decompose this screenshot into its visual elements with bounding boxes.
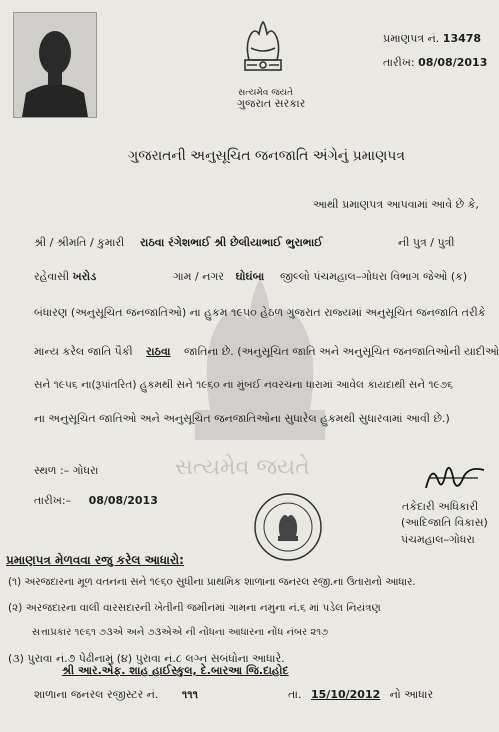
date-label: તારીખ:: [383, 56, 415, 69]
header-date: 08/08/2013: [418, 56, 488, 69]
relation-text: ની પુત્ર / પુત્રી: [398, 236, 455, 249]
page-title: ગુજરાતની અનુસૂચિત જનજાતિ અંગેનું પ્રમાણપત્ર: [128, 148, 405, 164]
govt-name: ગુજરાત સરકાર: [237, 97, 306, 110]
register-no: ૧૧૧: [181, 688, 199, 701]
register-date-label: તા.: [288, 688, 302, 701]
applicant-photo: [13, 12, 97, 118]
basis-item-1: (૧) અરજદારના મૂળ વતનના સને ૧૯૬૦ સુધીના પ્રાથમિક શાળાના જનરલ રજી.ના ઉતારાનો આધાર.: [8, 576, 416, 588]
register-label: શાળાના જનરલ રજીસ્ટર નં.: [34, 688, 159, 701]
para-line-4: ના અનુસૂચિત જાતિઓ અને અનુસૂચિત જનજાતિઓના સુધારેલ હુકમથી સુધારવામાં આવી છે.): [34, 412, 450, 425]
district-line: જીલ્લો પંચમહાલ–ગોધરા વિભાગ જેઓ (ક): [280, 270, 468, 283]
village-name: ઘોઘંબા: [235, 270, 265, 283]
para-line-3: સને ૧૯૫૬ ના(રૂપાંતરિત) હુકમથી સને ૧૯૬૦ ના મુંબઈ નવરચના ધારામાં આવેલ કાયદાથી સને ૧૯૭૬: [34, 379, 453, 391]
place-label: સ્થળ :–: [34, 464, 70, 477]
para-line-1: બંધારણ (અનુસૂચિત જનજાતિઓ) ના હુકમ ૧૯૫૦ હેઠળ ગુજરાત રાજ્યમાં અનુસૂચિત જનજાતિ તરીકે: [34, 306, 486, 319]
person-name: રાઠવા રંગેશભાઈ શ્રી છેલીયાભાઈ ભુરાભાઈ: [140, 236, 323, 249]
cert-no-label: પ્રમાણપત્ર નં.: [383, 32, 440, 45]
signatory-dept: (આદિજાતિ વિકાસ): [401, 516, 488, 529]
intro-text: આથી પ્રમાણપત્ર આપવામાં આવે છે કે,: [313, 198, 479, 211]
place-value: ગોધરા: [72, 464, 99, 477]
basis-item-2-cont: સત્તાપ્રકાર ૧૯૬૧ ૭૩એ અને ૭૩એએ ની નોંધના આધારના નોંધ નંબર ૨૧૭: [32, 627, 329, 638]
school-name: શ્રી આર.એફ. શાહ હાઈસ્કુલ, દે.બારઆ જિ.દાહોદ: [62, 664, 289, 677]
resident-place: ખરોડ: [72, 270, 97, 283]
watermark-motto: સત્યમેવ જયતે: [175, 455, 310, 480]
para-line-2a: માન્ય કરેલ જાતિ પૈકી: [34, 345, 133, 358]
signatory-office: પંચમહાલ–ગોધરા: [401, 533, 475, 546]
basis-heading: પ્રમાણપત્ર મેળવવા રજુ કરેલ આધારો:: [6, 553, 184, 567]
official-seal-icon: [253, 492, 323, 562]
state-emblem-icon: [231, 14, 295, 90]
basis-item-3: (૩) પુરાવા નં.૭ પેઢીનામું (૪) પુરાવા નં.૮ લગ્ન સબંધોના આધારે.: [8, 652, 285, 665]
signature-icon: [420, 458, 488, 496]
honorific-text: શ્રી / શ્રીમતિ / કુમારી: [34, 236, 125, 249]
caste-name: રાઠવા: [146, 345, 171, 358]
cert-no: 13478: [442, 32, 482, 45]
register-date: 15/10/2012: [311, 688, 381, 701]
issue-date-label: તારીખ:–: [34, 494, 72, 507]
basis-item-2: (૨) અરજદારના વાલી વારસદારની ખેતીની જમીનમાં ગામના નમુના નં.૬ માં પડેલ નિયંત્રણ: [8, 602, 381, 614]
issue-date-value: 08/08/2013: [88, 494, 158, 507]
signatory-title: તકેદારી અધિકારી: [402, 500, 479, 513]
register-suffix: નો આધાર: [389, 688, 434, 701]
resident-label: રહેવાસી: [34, 270, 70, 283]
para-line-2b: જાતિના છે. (અનુસૂચિત જાતિ અને અનુસૂચિત જનજાતિઓની યાદીઓ: [184, 345, 499, 358]
village-label: ગામ / નગર: [173, 270, 225, 283]
emblem-motto: સત્યમેવ જયતે: [238, 88, 294, 98]
